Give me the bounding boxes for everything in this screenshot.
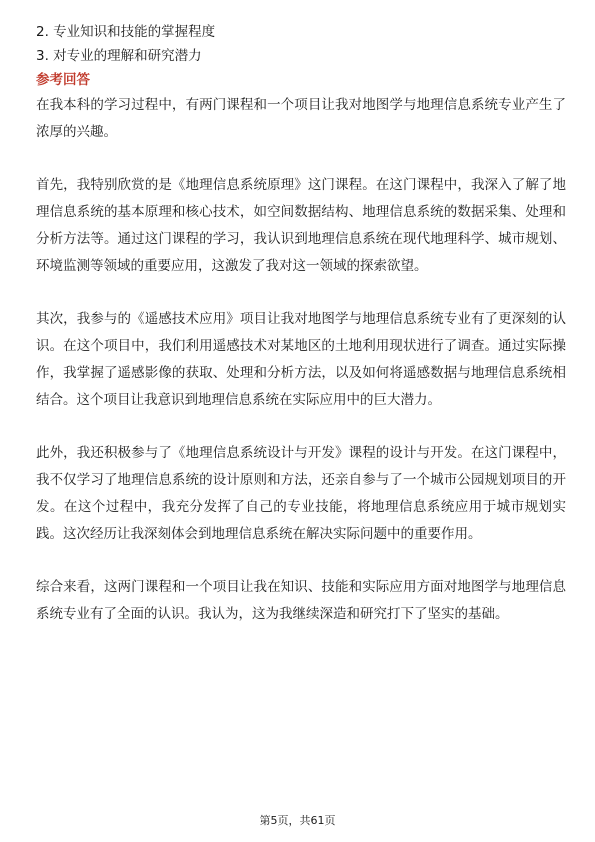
answer-paragraph-intro: 在我本科的学习过程中，有两门课程和一个项目让我对地图学与地理信息系统专业产生了浓厚的兴趣。	[36, 97, 566, 140]
paragraph-spacer	[36, 280, 566, 306]
criteria-item-3: 3. 对专业的理解和研究潜力	[36, 48, 202, 64]
paragraph-spacer	[36, 414, 566, 440]
paragraph-spacer	[36, 548, 566, 574]
page-number-footer: 第5页，共61页	[259, 814, 336, 827]
answer-paragraph-conclusion: 综合来看，这两门课程和一个项目让我在知识、技能和实际应用方面对地图学与地理信息系统专业有了全面的认识。我认为，这为我继续深造和研究打下了坚实的基础。	[36, 579, 566, 622]
page-content	[36, 20, 566, 628]
paragraph-spacer	[36, 146, 566, 172]
answer-paragraph-third: 此外，我还积极参与了《地理信息系统设计与开发》课程的设计与开发。在这门课程中，我不仅学习了地理信息系统的设计原则和方法，还亲自参与了一个城市公园规划项目的开发。在这个过程中，我充分发挥了自己的专业技能，将地理信息系统应用于城市规划实践。这次经历让我深刻体会到地理信息系统在解决实际问题中的重要作用。	[36, 445, 566, 542]
answer-paragraph-first: 首先，我特别欣赏的是《地理信息系统原理》这门课程。在这门课程中，我深入了解了地理信息系统的基本原理和核心技术，如空间数据结构、地理信息系统的数据采集、处理和分析方法等。通过这门课程的学习，我认识到地理信息系统在现代地理科学、城市规划、环境监测等领域的重要应用，这激发了我对这一领域的探索欲望。	[36, 177, 566, 274]
answer-paragraph-second: 其次，我参与的《遥感技术应用》项目让我对地图学与地理信息系统专业有了更深刻的认识。在这个项目中，我们利用遥感技术对某地区的土地利用现状进行了调查。通过实际操作，我掌握了遥感影像的获取、处理和分析方法，以及如何将遥感数据与地理信息系统相结合。这个项目让我意识到地理信息系统在实际应用中的巨大潜力。	[36, 311, 566, 408]
criteria-item-2: 2. 专业知识和技能的掌握程度	[36, 24, 216, 40]
reference-answer-heading: 参考回答	[36, 72, 90, 88]
